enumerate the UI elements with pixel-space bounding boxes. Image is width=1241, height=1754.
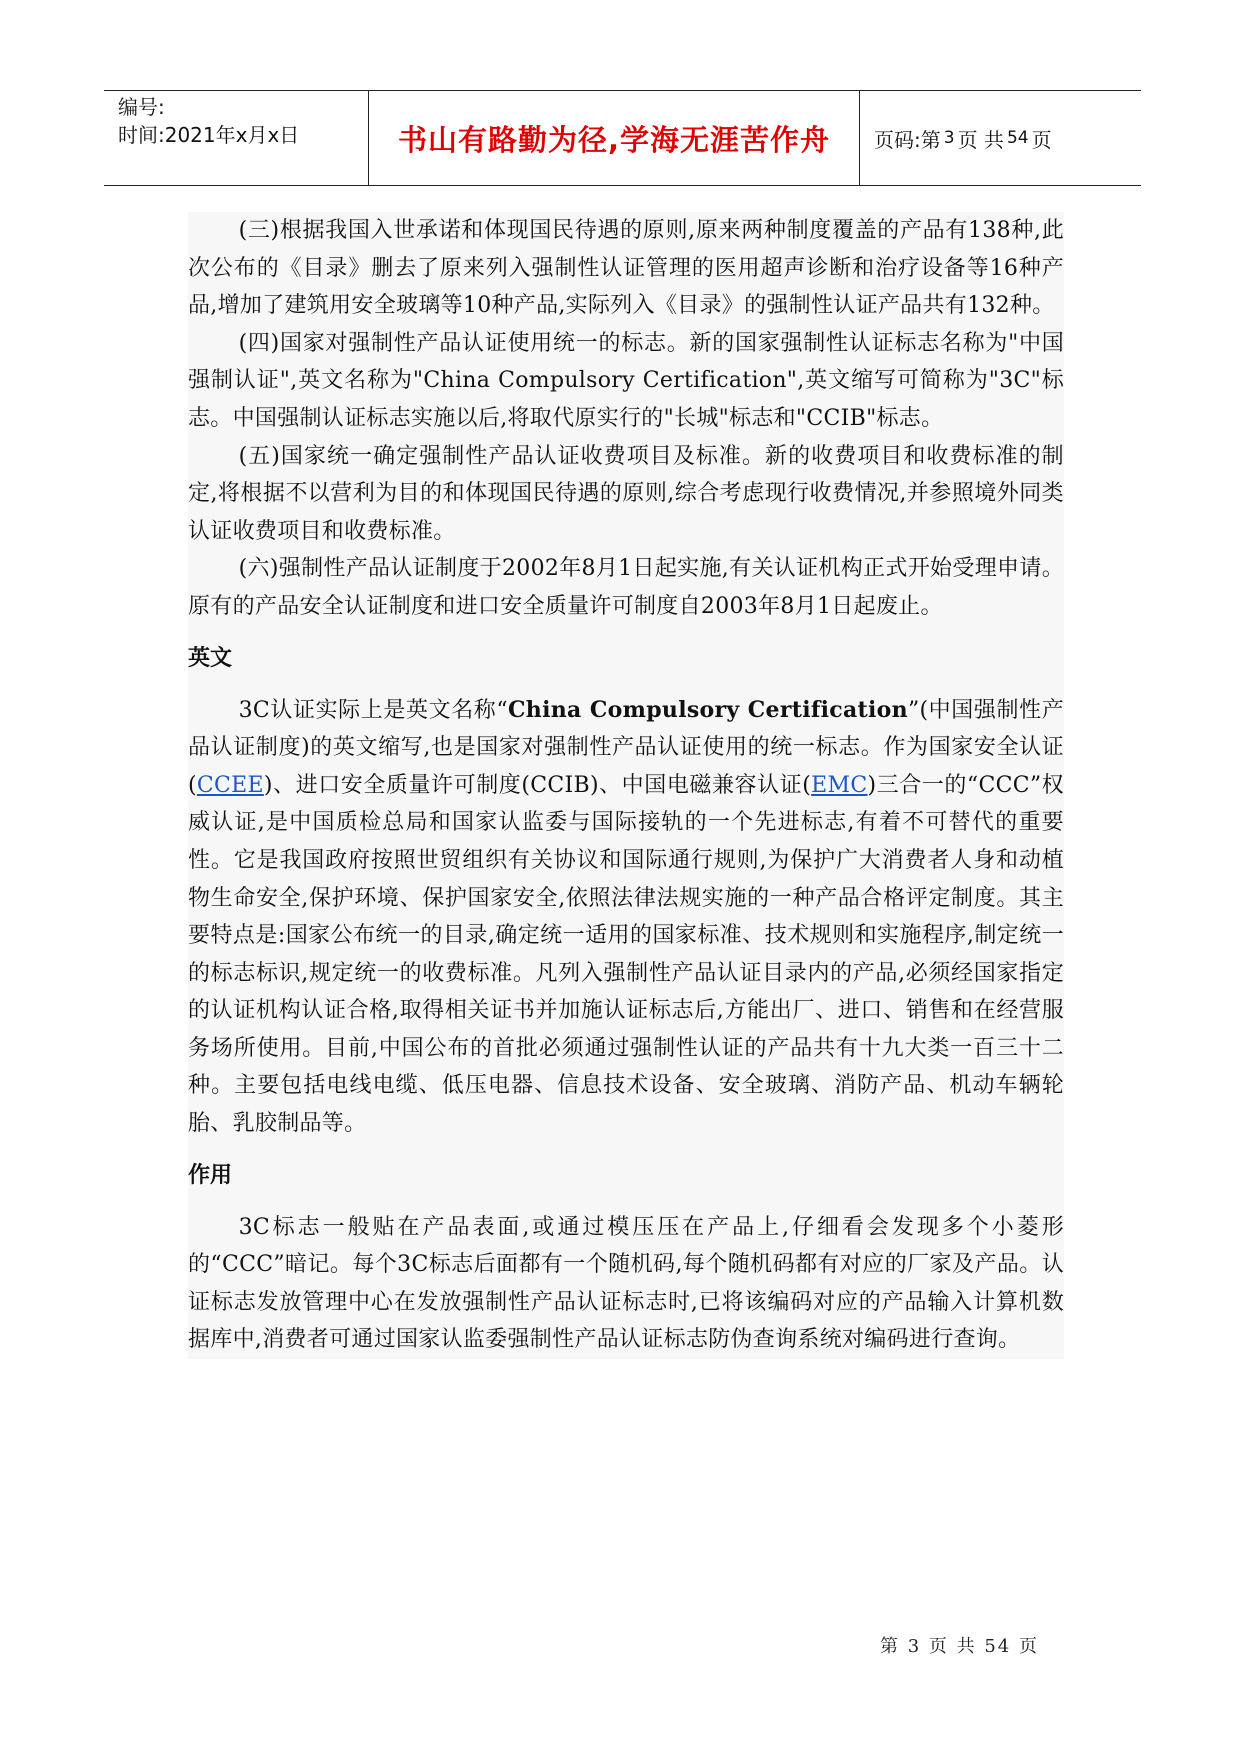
paragraph-5: (五)国家统一确定强制性产品认证收费项目及标准。新的收费项目和收费标准的制定,将根据不以营利为目的和体现国民待遇的原则,综合考虑现行收费情况,并参照境外同类认证收费项目和收费标准。 bbox=[188, 443, 1064, 544]
english-text-a: 3C认证实际上是英文名称“ bbox=[238, 697, 508, 723]
header-meta bbox=[104, 91, 369, 185]
paragraph-6: (六)强制性产品认证制度于2002年8月1日起实施,有关认证机构正式开始受理申请。原有的产品安全认证制度和进口安全质量许可制度自2003年8月1日起废止。 bbox=[188, 556, 1064, 619]
emc-link[interactable]: EMC bbox=[811, 772, 868, 798]
english-text-b: ”(中国强制性产品认证制度)的英文缩写,也是国家对强制性产品认证使用的统一标志。作为国家安全认证( bbox=[188, 697, 1065, 798]
section-gap bbox=[188, 1195, 1064, 1209]
section-gap bbox=[188, 1143, 1064, 1157]
paragraph-english bbox=[188, 692, 1064, 1143]
page-current: 3 bbox=[943, 128, 955, 148]
page-label-mid: 页 共 bbox=[957, 127, 1004, 152]
ccee-link[interactable]: CCEE bbox=[196, 772, 264, 798]
heading-english: 英文 bbox=[188, 645, 233, 671]
paragraph-3: (三)根据我国入世承诺和体现国民待遇的原则,原来两种制度覆盖的产品有138种,此次公布的《目录》删去了原来列入强制性认证管理的医用超声诊断和治疗设备等16种产品,增加了建筑用安全玻璃等10种产品,实际列入《目录》的强制性认证产品共有132种。 bbox=[188, 218, 1064, 319]
document-body bbox=[188, 212, 1064, 1359]
page-label-suffix: 页 bbox=[1031, 127, 1052, 152]
heading-function: 作用 bbox=[188, 1162, 233, 1188]
english-name-bold: China Compulsory Certification bbox=[507, 696, 908, 723]
document-time-label: 时间:2021年x月x日 bbox=[118, 123, 300, 147]
page-total: 54 bbox=[1006, 128, 1029, 148]
section-gap bbox=[188, 626, 1064, 640]
header-page-indicator bbox=[860, 91, 1141, 185]
paragraph-4: (四)国家对强制性产品认证使用统一的标志。新的国家强制性认证标志名称为"中国强制认证",英文名称为"China Compulsory Certification",英文缩写可简称为"3C"标志。中国强制认证标志实施以后,将取代原实行的"长城"标志和"CCIB"标志。 bbox=[188, 330, 1064, 431]
document-number-label: 编号: bbox=[118, 95, 165, 119]
page-footer: 第 3 页 共 54 页 bbox=[880, 1636, 1039, 1657]
page-header bbox=[104, 90, 1141, 186]
english-text-d: )三合一的“CCC”权威认证,是中国质检总局和国家认监委与国际接轨的一个先进标志,有着不可替代的重要性。它是我国政府按照世贸组织有关协议和国际通行规则,为保护广大消费者人身和动植物生命安全,保护环境、保护国家安全,依照法律法规实施的一种产品合格评定制度。其主要特点是:国家公布统一的目录,确定统一适用的国家标准、技术规则和实施程序,制定统一的标志标识,规定统一的收费标准。凡列入强制性产品认证目录内的产品,必须经国家指定的认证机构认证合格,取得相关证书并加施认证标志后,方能出厂、进口、销售和在经营服务场所使用。目前,中国公布的首批必须通过强制性认证的产品共有十九大类一百三十二种。主要包括电线电缆、低压电器、信息技术设备、安全玻璃、消防产品、机动车辆轮胎、乳胶制品等。 bbox=[188, 772, 1064, 1137]
paragraph-function: 3C标志一般贴在产品表面,或通过模压压在产品上,仔细看会发现多个小菱形的“CCC”暗记。每个3C标志后面都有一个随机码,每个随机码都有对应的厂家及产品。认证标志发放管理中心在发放强制性产品认证标志时,已将该编码对应的产品输入计算机数据库中,消费者可通过国家认监委强制性产品认证标志防伪查询系统对编码进行查询。 bbox=[188, 1214, 1064, 1353]
header-motto: 书山有路勤为径,学海无涯苦作舟 bbox=[369, 91, 860, 185]
page-label-prefix: 页码:第 bbox=[874, 127, 941, 152]
section-gap bbox=[188, 678, 1064, 692]
english-text-c: )、进口安全质量许可制度(CCIB)、中国电磁兼容认证( bbox=[263, 772, 812, 798]
